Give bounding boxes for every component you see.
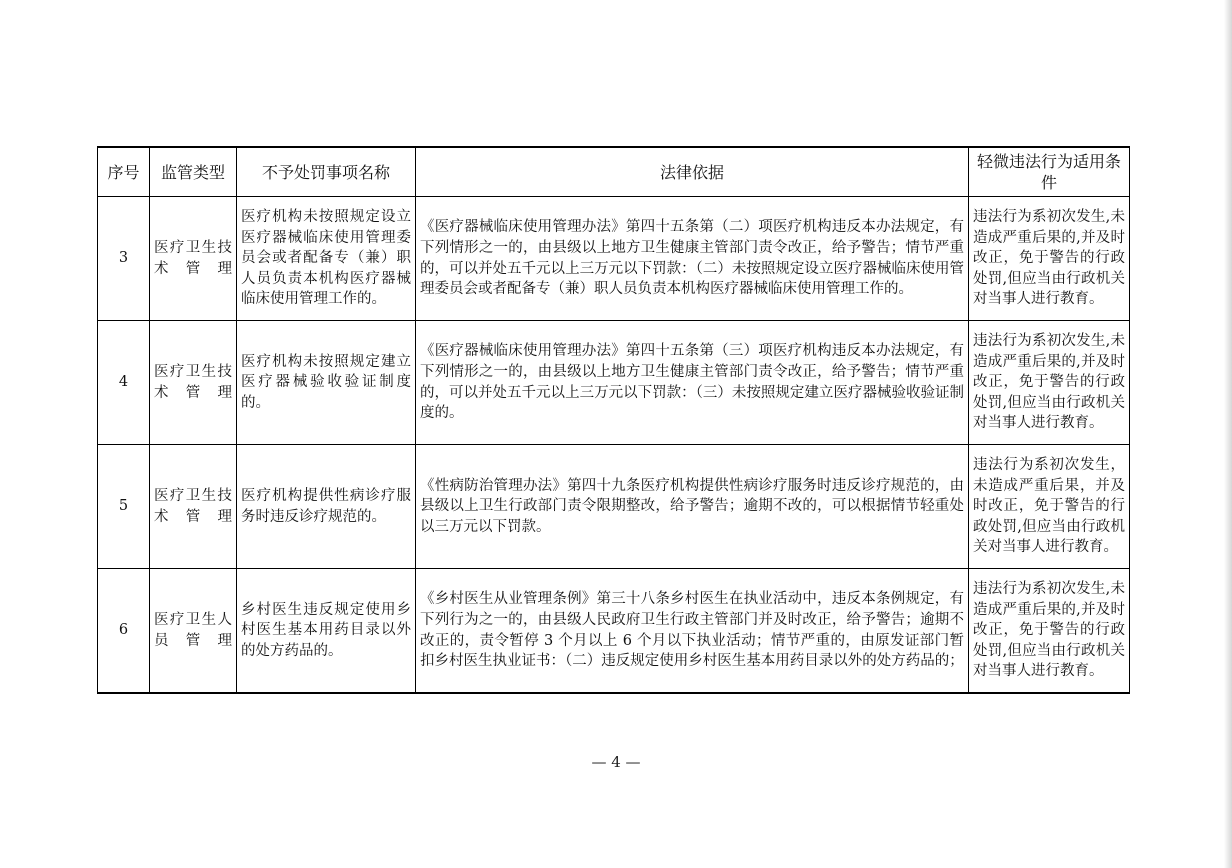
row-seq: 6 xyxy=(98,569,150,694)
header-type: 监管类型 xyxy=(150,147,237,197)
row-condition: 违法行为系初次发生,未造成严重后果的,并及时改正，免于警告的行政处罚,但应当由行政机关对当事人进行教育。 xyxy=(969,569,1130,694)
row-type: 医疗卫生技术管理 xyxy=(150,321,237,445)
row-type: 医疗卫生技术管理 xyxy=(150,445,237,569)
header-basis: 法律依据 xyxy=(416,147,969,197)
header-seq: 序号 xyxy=(98,147,150,197)
table-row xyxy=(98,321,1130,445)
row-type: 医疗卫生人员管理 xyxy=(150,569,237,694)
header-condition: 轻微违法行为适用条件 xyxy=(969,147,1130,197)
row-seq: 5 xyxy=(98,445,150,569)
table-header-row xyxy=(98,147,1130,197)
row-item: 医疗机构未按照规定设立医疗器械临床使用管理委员会或者配备专（兼）职人员负责本机构医疗器械临床使用管理工作的。 xyxy=(237,197,416,321)
row-basis: 《乡村医生从业管理条例》第三十八条乡村医生在执业活动中，违反本条例规定，有下列行为之一的，由县级人民政府卫生行政主管部门并及时改正，给予警告；逾期不改正的，责令暂停 3 个月以上 6 个月以下执业活动；情节严重的，由原发证部门暂扣乡村医生执业证书：（二）违反规定使用乡村医生基本用药目录以外的处方药品的； xyxy=(416,569,969,694)
penalty-exemption-table xyxy=(97,146,1130,694)
page-edge-shadow xyxy=(1224,0,1232,868)
table-row xyxy=(98,569,1130,694)
row-condition: 违法行为系初次发生,未造成严重后果的,并及时改正，免于警告的行政处罚,但应当由行政机关对当事人进行教育。 xyxy=(969,321,1130,445)
row-seq: 4 xyxy=(98,321,150,445)
row-type: 医疗卫生技术管理 xyxy=(150,197,237,321)
row-item: 乡村医生违反规定使用乡村医生基本用药目录以外的处方药品的。 xyxy=(237,569,416,694)
row-seq: 3 xyxy=(98,197,150,321)
table-row xyxy=(98,445,1130,569)
header-item: 不予处罚事项名称 xyxy=(237,147,416,197)
row-basis: 《医疗器械临床使用管理办法》第四十五条第（二）项医疗机构违反本办法规定，有下列情形之一的，由县级以上地方卫生健康主管部门责令改正，给予警告；情节严重的，可以并处五千元以上三万元以下罚款：（二）未按照规定设立医疗器械临床使用管理委员会或者配备专（兼）职人员负责本机构医疗器械临床使用管理工作的。 xyxy=(416,197,969,321)
row-basis: 《性病防治管理办法》第四十九条医疗机构提供性病诊疗服务时违反诊疗规范的，由县级以上卫生行政部门责令限期整改，给予警告；逾期不改的，可以根据情节轻重处以三万元以下罚款。 xyxy=(416,445,969,569)
table-row xyxy=(98,197,1130,321)
row-condition: 违法行为系初次发生,未造成严重后果的,并及时改正，免于警告的行政处罚,但应当由行政机关对当事人进行教育。 xyxy=(969,197,1130,321)
row-basis: 《医疗器械临床使用管理办法》第四十五条第（三）项医疗机构违反本办法规定，有下列情形之一的，由县级以上地方卫生健康主管部门责令改正，给予警告；情节严重的，可以并处五千元以上三万元以下罚款：（三）未按照规定建立医疗器械验收验证制度的。 xyxy=(416,321,969,445)
row-item: 医疗机构未按照规定建立医疗器械验收验证制度的。 xyxy=(237,321,416,445)
page-number: — 4 — xyxy=(591,753,641,771)
row-item: 医疗机构提供性病诊疗服务时违反诊疗规范的。 xyxy=(237,445,416,569)
row-condition: 违法行为系初次发生，未造成严重后果，并及时改正，免于警告的行政处罚,但应当由行政机关对当事人进行教育。 xyxy=(969,445,1130,569)
